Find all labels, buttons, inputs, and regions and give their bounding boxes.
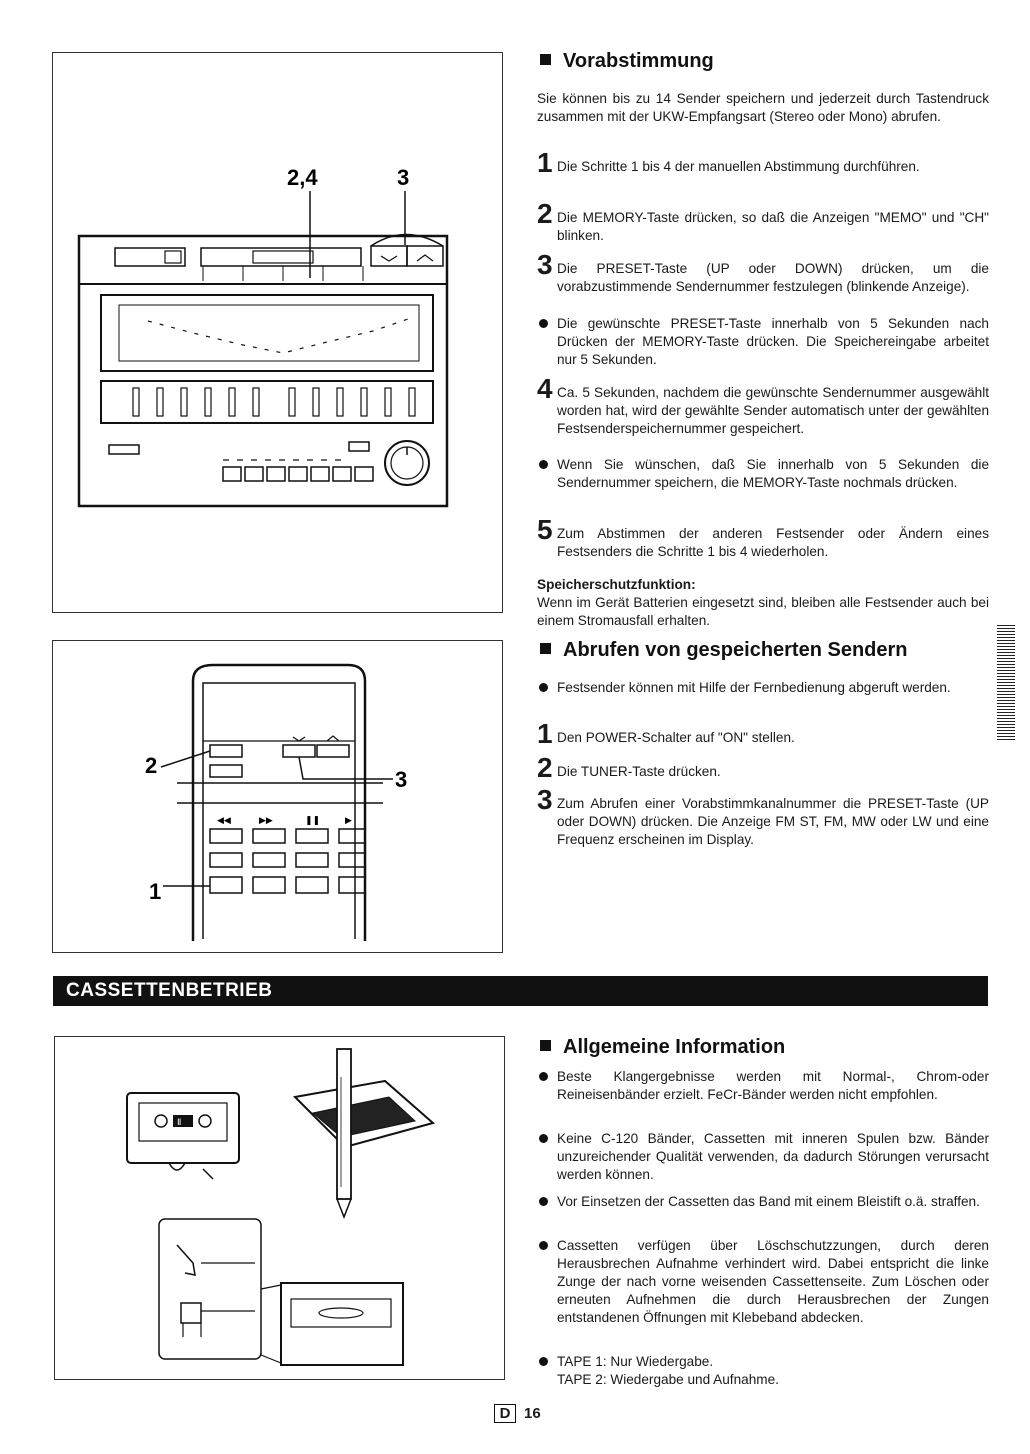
protect-heading: Speicherschutzfunktion: <box>537 577 696 592</box>
square-bullet-icon <box>540 54 551 65</box>
tape-window-label: Ⅱ <box>177 1117 182 1127</box>
page-footer <box>494 1404 541 1423</box>
cassette-bullet-4: Cassetten verfügen über Löschschutzzungen, durch deren Herausbrechen Aufnahme verhindert wird. Dabei entspricht die linke Zunge der nach vorne weisenden Cassettenseite. Zum Löschen oder erneuten Aufnehmen die durch Herausbrechen der Zungen entstandenen Öffnungen mit Klebeband abdecken. <box>537 1237 989 1327</box>
callout-2-4: 2,4 <box>287 165 318 190</box>
bullet-preset-timing: Die gewünschte PRESET-Taste innerhalb von 5 Sekunden nach Drücken der MEMORY-Taste drücken. Die Speichereingabe arbeitet nur 5 Sekunden. <box>537 315 989 369</box>
recall-step-2: 2 Die TUNER-Taste drücken. <box>537 752 721 783</box>
page-number: 16 <box>524 1405 541 1422</box>
language-box: D <box>494 1404 516 1423</box>
callout-1: 1 <box>149 879 162 904</box>
thumb-index-marker <box>997 625 1015 741</box>
step-4: 4 Ca. 5 Sekunden, nachdem die gewünschte Sendernummer ausgewählt worden hat, wird der gewählte Sender automatisch unter der gewählten Festsenderspeichernummer gespeichert. <box>537 373 989 436</box>
step-1: 1 Die Schritte 1 bis 4 der manuellen Abstimmung durchführen. <box>537 147 920 178</box>
remote-control-illustration <box>53 641 502 952</box>
svg-text:◀◀: ◀◀ <box>217 816 231 826</box>
recall-step-3: 3 Zum Abrufen einer Vorabstimmkanalnummer die PRESET-Taste (UP oder DOWN) drücken. Die Anzeige FM ST, FM, MW oder LW und eine Frequenz erscheinen im Display. <box>537 784 989 847</box>
bullet-fernbedienung: Festsender können mit Hilfe der Fernbedienung abgeruft werden. <box>537 679 989 697</box>
cassette-bullet-3: Vor Einsetzen der Cassetten das Band mit einem Bleistift o.ä. straffen. <box>537 1193 989 1211</box>
cassette-bullet-2: Keine C-120 Bänder, Cassetten mit inneren Spulen bzw. Bänder unzureichender Qualität verwenden, da dadurch Störungen verursacht werden können. <box>537 1130 989 1184</box>
intro-text: Sie können bis zu 14 Sender speichern und jederzeit durch Tastendruck zusammen mit der UKW-Empfangsart (Stereo oder Mono) abrufen. <box>537 91 989 124</box>
front-panel-illustration <box>53 53 502 612</box>
svg-text:❚❚: ❚❚ <box>305 816 321 826</box>
square-bullet-icon <box>540 643 551 654</box>
callout-3: 3 <box>397 165 410 190</box>
square-bullet-icon <box>540 1040 551 1051</box>
cassette-bullet-5: TAPE 1: Nur Wiedergabe. TAPE 2: Wiedergabe und Aufnahme. <box>537 1353 989 1389</box>
bullet-memory-again: Wenn Sie wünschen, daß Sie innerhalb von 5 Sekunden die Sendernummer speichern, die MEMORY-Taste nochmals drücken. <box>537 456 989 492</box>
step-5: 5 Zum Abstimmen der anderen Festsender oder Ändern eines Festsenders die Schritte 1 bis 4 wiederholen. <box>537 514 989 559</box>
cassette-illustration <box>55 1037 504 1379</box>
step-3: 3 Die PRESET-Taste (UP oder DOWN) drücken, um die vorabzustimmende Sendernummer festzulegen (blinkende Anzeige). <box>537 249 989 294</box>
recall-step-1: 1 Den POWER-Schalter auf "ON" stellen. <box>537 718 795 749</box>
heading-abrufen: Abrufen von gespeicherten Sendern <box>540 639 908 662</box>
heading-allgemeine-information: Allgemeine Information <box>540 1036 785 1059</box>
callout-2: 2 <box>145 753 158 778</box>
protect-text: Wenn im Gerät Batterien eingesetzt sind, bleiben alle Festsender auch bei einem Stromausfall erhalten. <box>537 595 989 628</box>
figure-remote-control <box>52 640 503 953</box>
figure-front-panel <box>52 52 503 613</box>
figure-cassette <box>54 1036 505 1380</box>
step-2: 2 Die MEMORY-Taste drücken, so daß die Anzeigen "MEMO" und "CH" blinken. <box>537 198 989 243</box>
svg-text:▶▶: ▶▶ <box>259 816 273 826</box>
cassette-bullet-1: Beste Klangergebnisse werden mit Normal-, Chrom-oder Reineisenbänder erzielt. FeCr-Bänder werden nicht empfohlen. <box>537 1068 989 1104</box>
callout-3-remote: 3 <box>395 767 408 792</box>
svg-text:▶: ▶ <box>345 816 352 826</box>
section-banner-cassette: CASSETTENBETRIEB <box>53 976 988 1006</box>
tape2-line: TAPE 2: Wiedergabe und Aufnahme. <box>557 1372 779 1387</box>
heading-vorabstimmung: Vorabstimmung <box>540 50 714 73</box>
